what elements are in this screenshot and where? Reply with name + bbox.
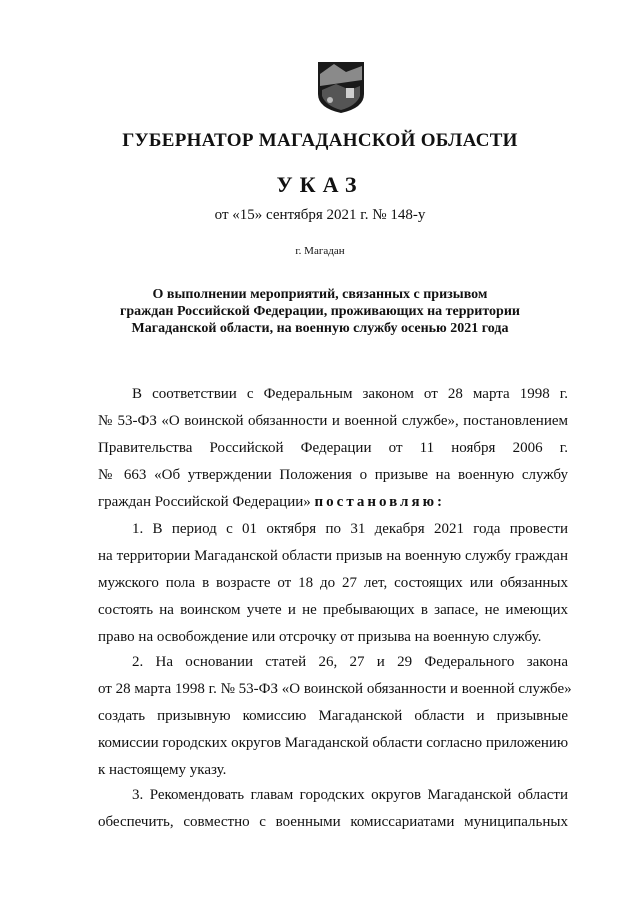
- document-date-number: от «15» сентября 2021 г. № 148-у: [214, 207, 426, 223]
- preamble-line: № 53-ФЗ «О воинской обязанности и военной службе», постановлением: [98, 413, 568, 429]
- item-line: 2. На основании статей 26, 27 и 29 Федерального закона: [132, 654, 568, 670]
- item-line: 3. Рекомендовать главам городских округов Магаданской области: [132, 787, 568, 803]
- item-2-paragraph: [98, 649, 572, 784]
- item-line: обеспечить, совместно с военными комиссариатами муниципальных: [98, 814, 568, 830]
- item-line: 1. В период с 01 октября по 31 декабря 2021 года провести: [132, 521, 568, 537]
- decree-word: постановляю:: [314, 494, 446, 510]
- preamble-line: Правительства Российской Федерации от 11 ноября 2006 г.: [98, 440, 568, 456]
- item-line: право на освобождение или отсрочку от призыва на военную службу.: [98, 629, 542, 645]
- item-line: создать призывную комиссию Магаданской области и призывные: [98, 708, 568, 724]
- preamble-line: № 663 «Об утверждении Положения о призыве на военную службу: [98, 467, 568, 483]
- preamble-last-line: [98, 489, 568, 516]
- item-line: состоять на воинском учете и не пребывающих в запасе, не имеющих: [98, 602, 568, 618]
- item-3-paragraph: [98, 782, 568, 836]
- preamble-line: В соответствии с Федеральным законом от 28 марта 1998 г.: [132, 386, 568, 402]
- issuing-authority: ГУБЕРНАТОР МАГАДАНСКОЙ ОБЛАСТИ: [122, 130, 518, 151]
- document-type: УКАЗ: [276, 172, 364, 197]
- subject-line: граждан Российской Федерации, проживающих на территории: [120, 304, 520, 319]
- preamble-line: граждан Российской Федерации»: [98, 494, 311, 510]
- document-city: г. Магадан: [295, 245, 345, 257]
- item-line: комиссии городских округов Магаданской области согласно приложению: [98, 735, 569, 751]
- item-line: на территории Магаданской области призыв на военную службу граждан: [98, 548, 568, 564]
- preamble-paragraph: [98, 381, 568, 516]
- item-line: к настоящему указу.: [98, 762, 227, 778]
- document-subject: [80, 286, 560, 337]
- item-1-paragraph: [98, 516, 568, 651]
- coat-of-arms-emblem: [316, 60, 366, 114]
- item-line: от 28 марта 1998 г. № 53-ФЗ «О воинской обязанности и военной службе»: [98, 681, 572, 697]
- subject-line: О выполнении мероприятий, связанных с призывом: [152, 287, 488, 302]
- subject-line: Магаданской области, на военную службу осенью 2021 года: [131, 321, 509, 336]
- item-line: мужского пола в возрасте от 18 до 27 лет, состоящих или обязанных: [98, 575, 568, 591]
